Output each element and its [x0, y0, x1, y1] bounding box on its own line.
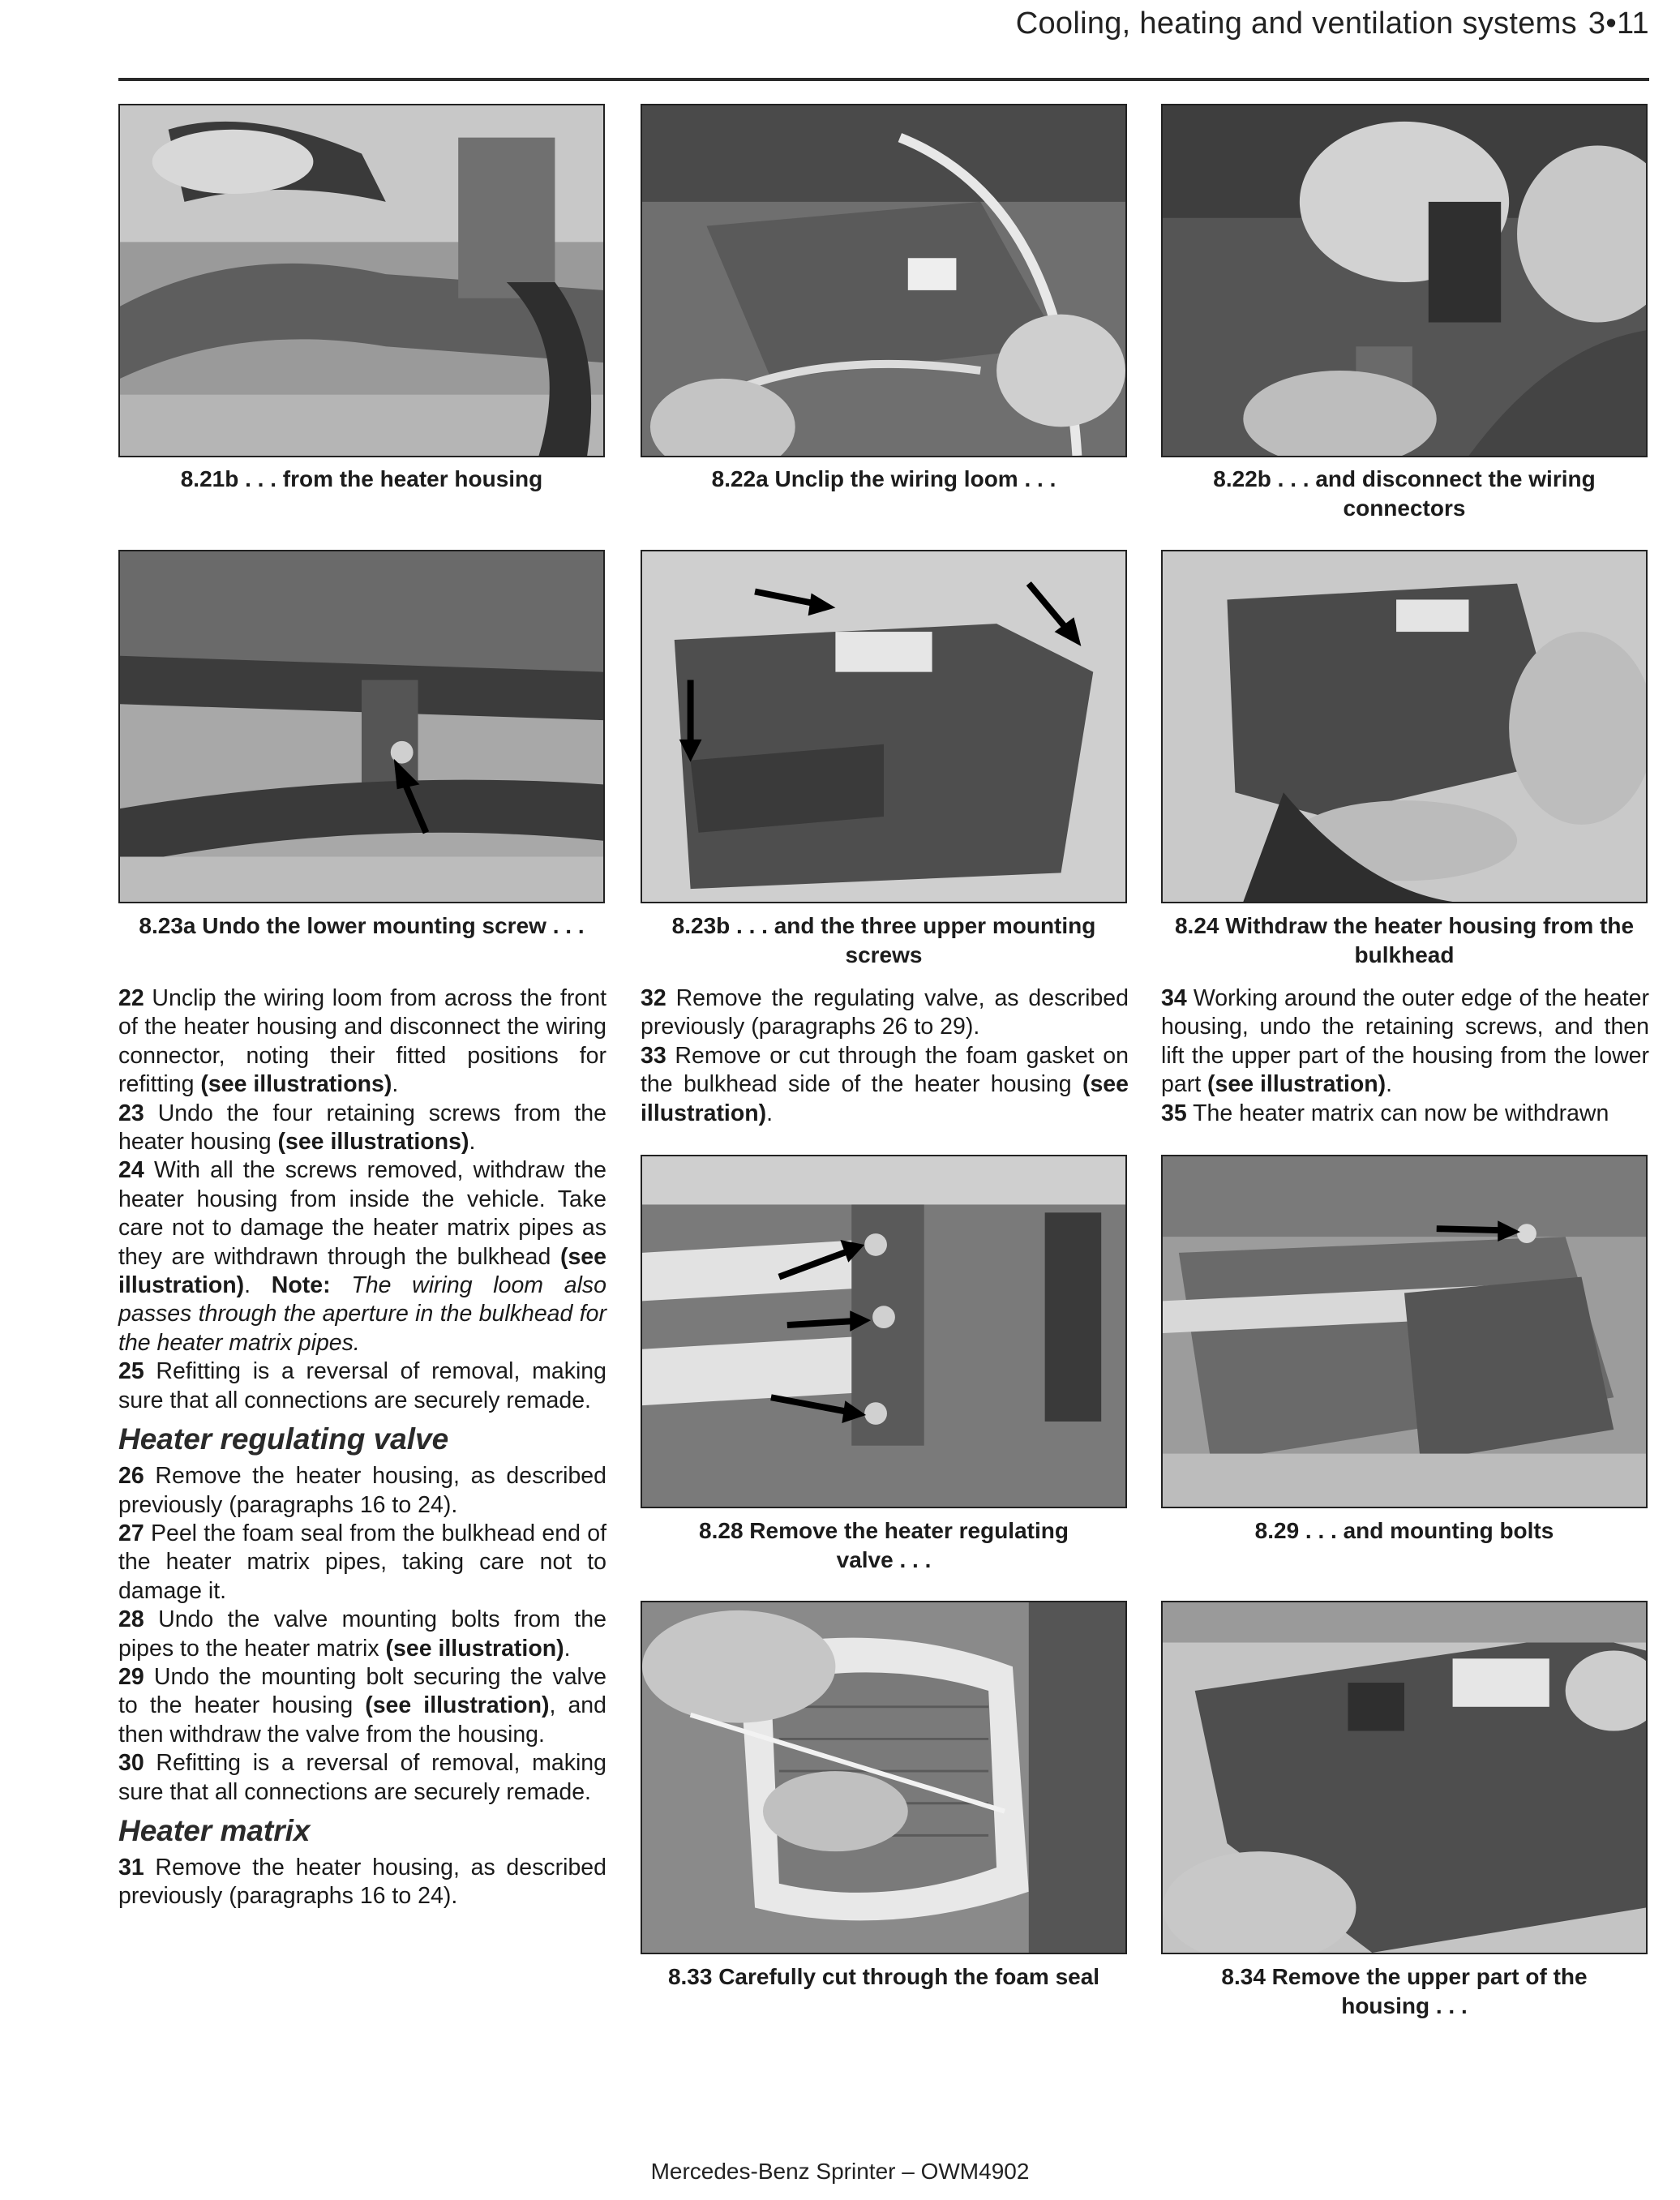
page-footer: Mercedes-Benz Sprinter – OWM4902	[650, 2159, 1030, 2184]
caption-8-23b: 8.23b . . . and the three upper mounting screws	[671, 913, 1096, 967]
chapter-title: Cooling, heating and ventilation systems	[1015, 6, 1577, 41]
paragraph-26: 26 Remove the heater housing, as described previously (paragraphs 16 to 24).	[118, 1463, 606, 1518]
photo-8-24	[1161, 550, 1648, 903]
running-header	[1016, 6, 1649, 41]
paragraph-27: 27 Peel the foam seal from the bulkhead end of the heater matrix pipes, taking care not to damage it.	[118, 1520, 606, 1604]
photo-8-21b	[118, 104, 605, 457]
text-column-2	[641, 984, 1129, 1128]
paragraph-34: 34 Working around the outer edge of the heater housing, undo the retaining screws, and then lift the upper part of the housing from the lower part (see illustration).	[1161, 985, 1649, 1098]
paragraph-25: 25 Refitting is a reversal of removal, making sure that all connections are securely remade.	[118, 1358, 606, 1413]
photo-8-29	[1161, 1155, 1648, 1508]
text-column-3	[1161, 984, 1649, 1128]
paragraph-22: 22 Unclip the wiring loom from across the front of the heater housing and disconnect the wiring connector, noting their fitted positions for refitting (see illustrations).	[118, 985, 606, 1098]
caption-8-21b: 8.21b . . . from the heater housing	[180, 466, 543, 491]
caption-8-24: 8.24 Withdraw the heater housing from the bulkhead	[1174, 913, 1635, 967]
caption-8-33: 8.33 Carefully cut through the foam seal	[667, 1964, 1100, 1989]
photo-8-33	[641, 1601, 1127, 1954]
paragraph-31: 31 Remove the heater housing, as described previously (paragraphs 16 to 24).	[118, 1854, 606, 1910]
paragraph-24: 24 With all the screws removed, withdraw the heater housing from inside the vehicle. Take care not to damage the heater matrix pipes as they are withdrawn through the bulkhead (see illustration). Note: The wiring loom also passes through the aperture in the bulkhead for the heater matrix pipes.	[118, 1157, 607, 1356]
photo-8-28	[641, 1155, 1127, 1508]
caption-8-29: 8.29 . . . and mounting bolts	[1254, 1518, 1554, 1543]
paragraph-32: 32 Remove the regulating valve, as described previously (paragraphs 26 to 29).	[641, 985, 1129, 1040]
caption-8-22b: 8.22b . . . and disconnect the wiring connectors	[1213, 466, 1596, 521]
heading-heater-regulating-valve: Heater regulating valve	[118, 1422, 449, 1456]
photo-8-23a	[118, 550, 605, 903]
paragraph-33: 33 Remove or cut through the foam gasket on the bulkhead side of the heater housing (see illustration).	[641, 1042, 1129, 1126]
heading-heater-matrix: Heater matrix	[118, 1813, 311, 1847]
paragraph-35: 35 The heater matrix can now be withdrawn	[1161, 1100, 1609, 1126]
header-rule	[118, 78, 1649, 81]
paragraph-28: 28 Undo the valve mounting bolts from the pipes to the heater matrix (see illustration).	[118, 1606, 606, 1662]
photo-8-34	[1161, 1601, 1648, 1954]
caption-8-22a: 8.22a Unclip the wiring loom . . .	[711, 466, 1056, 491]
caption-8-28: 8.28 Remove the heater regulating valve . . .	[699, 1518, 1069, 1572]
text-column-1	[118, 984, 606, 1911]
paragraph-29: 29 Undo the mounting bolt securing the valve to the heater housing (see illustration), and then withdraw the valve from the housing.	[118, 1663, 606, 1748]
paragraph-23: 23 Undo the four retaining screws from the heater housing (see illustrations).	[118, 1100, 606, 1156]
photo-8-22a	[641, 104, 1127, 457]
photo-8-22b	[1161, 104, 1648, 457]
caption-8-23a: 8.23a Undo the lower mounting screw . . .	[139, 913, 585, 938]
paragraph-30: 30 Refitting is a reversal of removal, making sure that all connections are securely remade.	[118, 1750, 606, 1805]
caption-8-34: 8.34 Remove the upper part of the housing . . .	[1221, 1964, 1588, 2018]
page-number: 3•11	[1588, 6, 1649, 41]
photo-8-23b	[641, 550, 1127, 903]
